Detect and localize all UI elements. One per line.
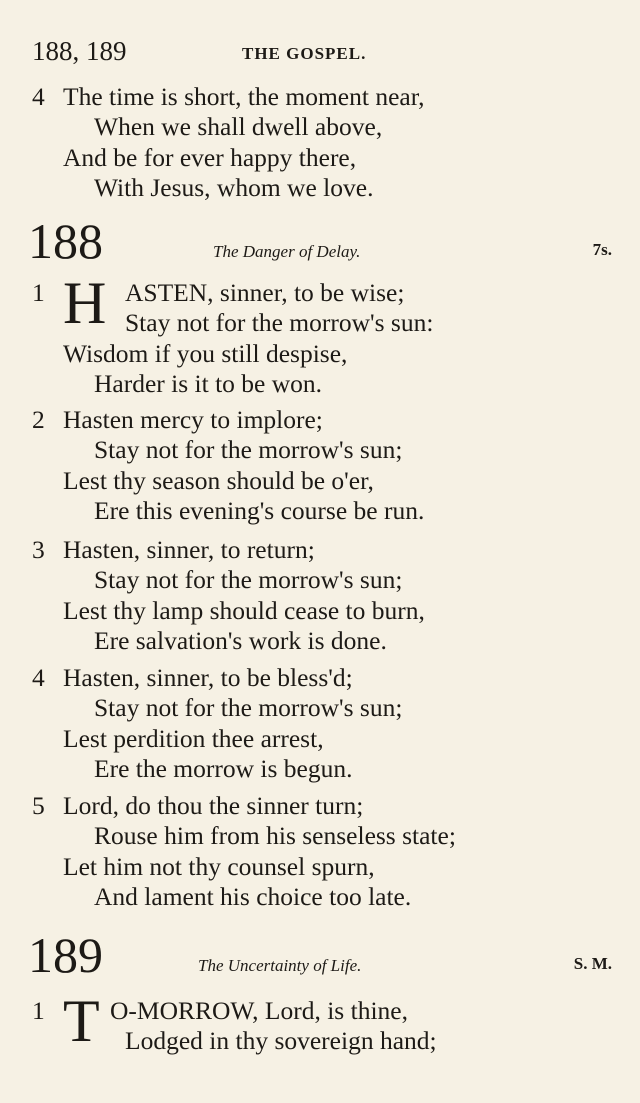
verse-line: And be for ever happy there,	[63, 142, 357, 172]
verse-line: With Jesus, whom we love.	[94, 172, 374, 202]
verse-number: 4	[32, 663, 45, 692]
hymn-188-verse-4	[32, 663, 620, 784]
hymn-title: The Danger of Delay.	[213, 242, 361, 261]
hymn-188-verse-2	[32, 405, 620, 526]
verse-line: Let him not thy counsel spurn,	[63, 851, 375, 881]
drop-cap: H	[63, 270, 107, 336]
hymn-188-verse-3	[32, 535, 620, 656]
verse-line: Lest thy lamp should cease to burn,	[63, 595, 425, 625]
verse-line: Hasten, sinner, to be bless'd;	[63, 663, 353, 692]
verse-line: Lest thy season should be o'er,	[63, 465, 374, 495]
hymn-188-verse-5	[32, 791, 620, 912]
verse-number: 5	[32, 791, 45, 820]
verse-number: 1	[32, 996, 45, 1025]
page-numbers: 188, 189	[32, 36, 127, 66]
verse-line: Stay not for the morrow's sun;	[94, 435, 403, 465]
verse-line: O-MORROW, Lord, is thine,	[110, 996, 408, 1025]
verse-line: Lord, do thou the sinner turn;	[63, 791, 364, 820]
verse-number: 4	[32, 82, 45, 111]
verse-line: Stay not for the morrow's sun;	[94, 693, 403, 723]
verse-number: 3	[32, 535, 45, 564]
verse-line: Harder is it to be won.	[94, 368, 323, 398]
hymn-188-verse-1	[32, 270, 620, 399]
verse-line: The time is short, the moment near,	[63, 82, 425, 111]
hymn-number: 189	[28, 927, 103, 983]
verse-line: Stay not for the morrow's sun;	[94, 565, 403, 595]
verse-line: Ere salvation's work is done.	[94, 625, 387, 655]
verse-number: 2	[32, 405, 45, 434]
verse-line: ASTEN, sinner, to be wise;	[125, 278, 405, 307]
hymn-188-heading	[28, 213, 612, 272]
hymn-title: The Uncertainty of Life.	[198, 956, 362, 975]
verse-number: 1	[32, 278, 45, 307]
verse-line: Lest perdition thee arrest,	[63, 723, 324, 753]
hymn-189-heading	[28, 927, 612, 986]
verse-line: Ere this evening's course be run.	[94, 495, 425, 525]
running-header	[32, 36, 608, 70]
running-title: THE GOSPEL.	[242, 44, 367, 63]
verse-line: Stay not for the morrow's sun:	[125, 308, 434, 338]
previous-hymn-verse-4	[32, 82, 620, 203]
verse-line: Lodged in thy sovereign hand;	[125, 1026, 437, 1056]
verse-line: Ere the morrow is begun.	[94, 753, 353, 783]
verse-line: Hasten mercy to implore;	[63, 405, 323, 434]
verse-line: When we shall dwell above,	[94, 112, 383, 142]
verse-line: Rouse him from his senseless state;	[94, 821, 456, 851]
verse-line: And lament his choice too late.	[94, 881, 412, 911]
hymn-number: 188	[28, 213, 103, 269]
hymn-meter: S. M.	[573, 954, 612, 973]
verse-line: Wisdom if you still despise,	[63, 338, 348, 368]
drop-cap: T	[63, 988, 100, 1054]
verse-line: Hasten, sinner, to return;	[63, 535, 315, 564]
hymn-meter: 7s.	[592, 240, 612, 259]
hymn-189-verse-1	[32, 988, 620, 1057]
